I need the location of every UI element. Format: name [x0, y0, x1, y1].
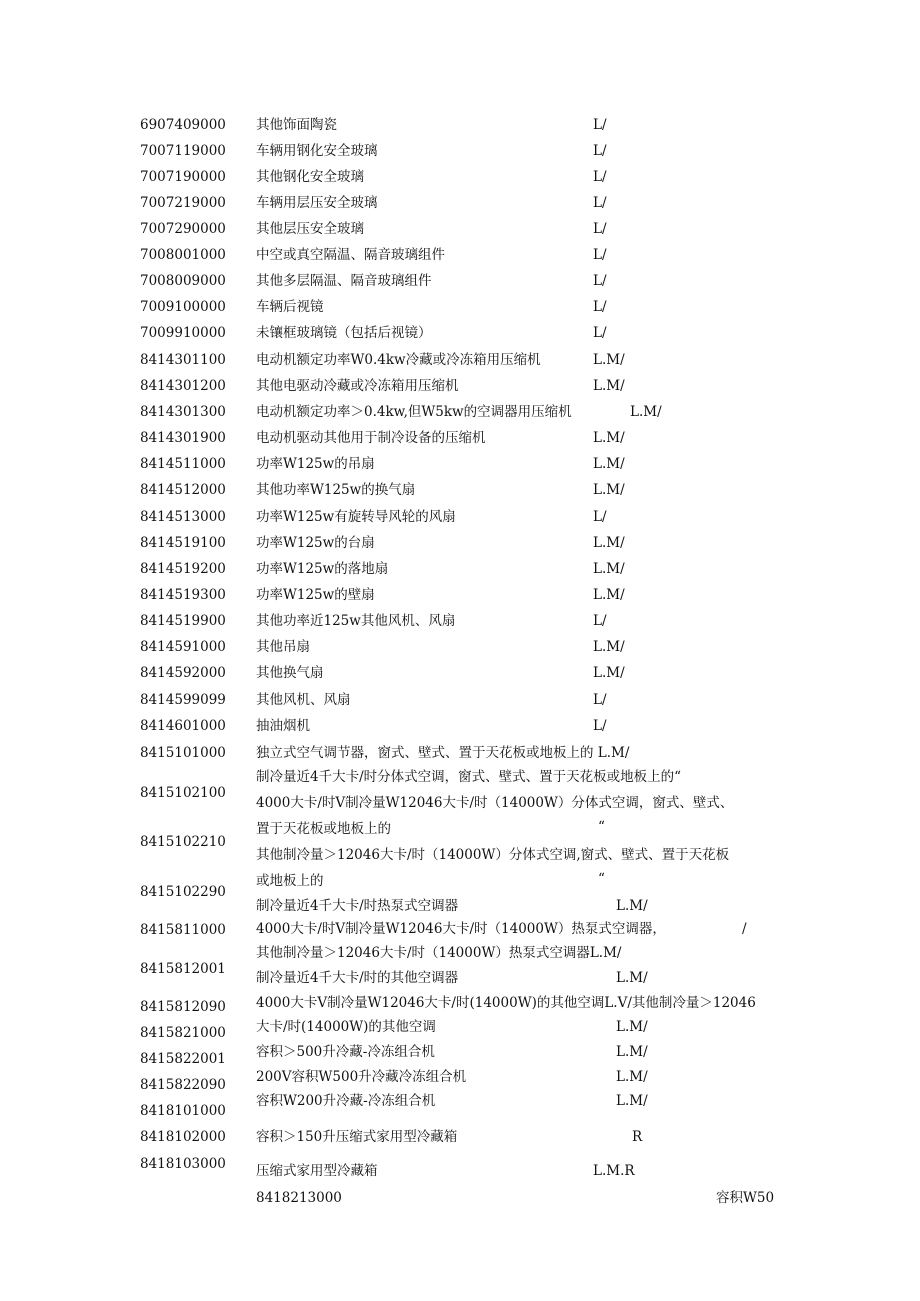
hs-code: 8414301900	[140, 430, 226, 446]
hs-code: 7009910000	[140, 325, 226, 341]
license-mark: L.M/	[616, 1019, 648, 1035]
item-description: 功率W125w有旋转导风轮的风扇	[256, 509, 456, 525]
item-description: 独立式空气调节器，窗式、壁式、置于天花板或地板上的 L.M/	[256, 745, 630, 761]
item-description: 4000大卡/时V制冷量W12046大卡/时（14000W）分体式空调，窗式、壁式、	[256, 795, 734, 811]
license-mark: L.M/	[616, 898, 648, 914]
hs-code: 8414301300	[140, 404, 226, 420]
license-mark: L.M/	[616, 970, 648, 986]
license-mark: L/	[593, 692, 607, 708]
hs-code: 7007290000	[140, 221, 226, 237]
hs-code: 8418101000	[140, 1103, 226, 1119]
hs-code: 8415822090	[140, 1077, 226, 1093]
license-mark: L/	[593, 221, 607, 237]
item-description: 200V容积W500升冷藏冷冻组合机	[256, 1069, 467, 1085]
item-description: 容积＞150升压缩式家用型冷藏箱	[256, 1129, 458, 1145]
item-description: 车辆后视镜	[256, 299, 324, 315]
hs-code: 8415102210	[140, 834, 226, 850]
item-description: 其他钢化安全玻璃	[256, 169, 364, 185]
license-mark: L/	[593, 169, 607, 185]
license-mark: L/	[593, 273, 607, 289]
license-mark: L.M/	[593, 665, 625, 681]
item-description: 其他电驱动冷藏或冷冻箱用压缩机	[256, 378, 459, 394]
item-description: 或地板上的	[256, 873, 324, 889]
license-mark: L/	[593, 299, 607, 315]
license-mark: L.M.R	[593, 1163, 635, 1179]
hs-code: 7008001000	[140, 247, 226, 263]
hs-code: 7007219000	[140, 195, 226, 211]
hs-code: 8415821000	[140, 1025, 226, 1041]
hs-code: 8414512000	[140, 482, 226, 498]
license-mark: L.M/	[593, 430, 625, 446]
item-description: 大卡/时(14000W)的其他空调	[256, 1019, 436, 1035]
license-mark: “	[598, 871, 605, 887]
hs-code: 8415102100	[140, 785, 226, 801]
hs-code: 8414301100	[140, 352, 226, 368]
item-description: 车辆用层压安全玻璃	[256, 195, 378, 211]
hs-code: 7009100000	[140, 299, 226, 315]
hs-code: 8415812001	[140, 961, 226, 977]
item-description: 容积W200升冷藏-冷冻组合机	[256, 1093, 436, 1109]
item-description: 其他吊扇	[256, 639, 310, 655]
license-mark: L/	[593, 718, 607, 734]
item-description: 抽油烟机	[256, 718, 310, 734]
item-description: 电动机额定功率＞0.4kw,但W5kw的空调器用压缩机	[256, 404, 572, 420]
license-mark: L.M/	[593, 639, 625, 655]
license-mark: R	[632, 1129, 643, 1145]
item-description: 容积W50	[716, 1190, 775, 1206]
hs-code: 8415101000	[140, 745, 226, 761]
license-mark: L.M/	[593, 456, 625, 472]
item-description: 其他换气扇	[256, 665, 324, 681]
license-mark: L.M/	[593, 378, 625, 394]
license-mark: L/	[593, 325, 607, 341]
hs-code: 8418103000	[140, 1156, 226, 1172]
item-description: 中空或真空隔温、隔音玻璃组件	[256, 247, 445, 263]
item-description: 4000大卡V制冷量W12046大卡/时(14000W)的其他空调L.V/其他制冷量＞12046	[256, 995, 756, 1011]
item-description: 其他饰面陶瓷	[256, 117, 337, 133]
hs-code: 8414513000	[140, 509, 226, 525]
hs-code: 8415811000	[140, 922, 226, 938]
hs-code: 7007119000	[140, 143, 226, 159]
hs-code: 8415822001	[140, 1051, 226, 1067]
hs-code: 8414601000	[140, 718, 226, 734]
hs-code: 8414519300	[140, 587, 226, 603]
license-mark: L.M/	[616, 1044, 648, 1060]
hs-code: 8414591000	[140, 639, 226, 655]
item-description: 功率W125w的吊扇	[256, 456, 375, 472]
license-mark: L/	[593, 143, 607, 159]
item-description: 其他制冷量＞12046大卡/时（14000W）热泵式空调器L.M/	[256, 945, 622, 961]
hs-code: 7007190000	[140, 169, 226, 185]
license-mark: L.M/	[593, 482, 625, 498]
hs-code: 8415102290	[140, 884, 226, 900]
item-description: 功率W125w的落地扇	[256, 561, 389, 577]
license-mark: L.M/	[593, 561, 625, 577]
item-description: 功率W125w的壁扇	[256, 587, 375, 603]
hs-code: 8414519100	[140, 535, 226, 551]
hs-code: 6907409000	[140, 117, 226, 133]
license-mark: L.M/	[593, 535, 625, 551]
hs-code: 8414519200	[140, 561, 226, 577]
license-mark: L.M/	[616, 1069, 648, 1085]
item-description: 电动机额定功率W0.4kw冷藏或冷冻箱用压缩机	[256, 352, 541, 368]
item-description: 制冷量近4千大卡/时的其他空调器	[256, 970, 459, 986]
license-mark: L.M/	[616, 1093, 648, 1109]
hs-code: 8414511000	[140, 456, 226, 472]
item-description: 4000大卡/时V制冷量W12046大卡/时（14000W）热泵式空调器，	[256, 921, 666, 937]
item-description: 电动机驱动其他用于制冷设备的压缩机	[256, 430, 486, 446]
license-mark: L/	[593, 509, 607, 525]
license-mark: L.M/	[593, 587, 625, 603]
item-description: 置于天花板或地板上的	[256, 821, 391, 837]
hs-code: 8414519900	[140, 613, 226, 629]
item-description: 其他制冷量＞12046大卡/时（14000W）分体式空调,窗式、壁式、置于天花板	[256, 847, 730, 863]
hs-code: 7008009000	[140, 273, 226, 289]
item-description: 车辆用钢化安全玻璃	[256, 143, 378, 159]
item-description: 其他功率近125w其他风机、风扇	[256, 613, 456, 629]
hs-code: 8414592000	[140, 665, 226, 681]
license-mark: L.M/	[593, 352, 625, 368]
license-mark: /	[742, 921, 747, 937]
hs-code: 8415812090	[140, 999, 226, 1015]
item-description: 容积＞500升冷藏-冷冻组合机	[256, 1044, 435, 1060]
license-mark: “	[598, 819, 605, 835]
item-description: 制冷量近4千大卡/时分体式空调，窗式、壁式、置于天花板或地板上的“	[256, 769, 682, 785]
item-description: 制冷量近4千大卡/时热泵式空调器	[256, 898, 459, 914]
license-mark: L/	[593, 247, 607, 263]
license-mark: L/	[593, 195, 607, 211]
item-description: 其他功率W125w的换气扇	[256, 482, 416, 498]
item-description: 其他层压安全玻璃	[256, 221, 364, 237]
hs-code: 8414599099	[140, 692, 226, 708]
license-mark: L/	[593, 613, 607, 629]
hs-code: 8418102000	[140, 1129, 226, 1145]
license-mark: L.M/	[630, 404, 662, 420]
hs-code: 8414301200	[140, 378, 226, 394]
item-description: 未镶框玻璃镜（包括后视镜）	[256, 325, 432, 341]
hs-code: 8418213000	[256, 1190, 342, 1206]
item-description: 其他多层隔温、隔音玻璃组件	[256, 273, 432, 289]
license-mark: L/	[593, 117, 607, 133]
item-description: 压缩式家用型冷藏箱	[256, 1163, 378, 1179]
item-description: 功率W125w的台扇	[256, 535, 375, 551]
item-description: 其他风机、风扇	[256, 692, 351, 708]
